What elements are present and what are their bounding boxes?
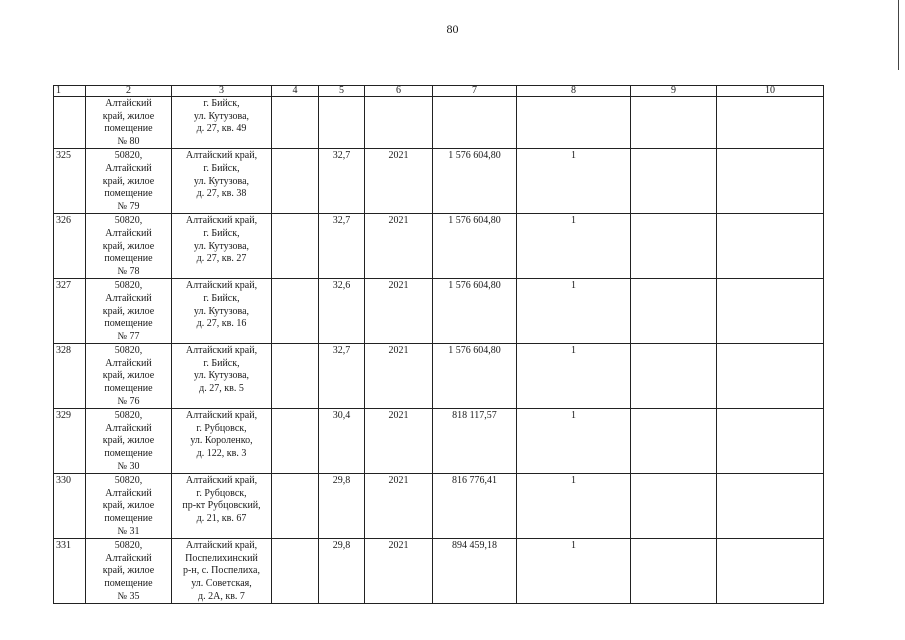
year-cell: 2021 [365, 539, 433, 604]
area-cell: 32,7 [319, 344, 365, 409]
cell-line: г. Бийск, [203, 98, 240, 109]
cell-line: ул. Кутузова, [193, 240, 250, 252]
cell-line: д. 27, кв. 49 [196, 123, 247, 135]
object-name-cell [86, 214, 172, 279]
cell-line: д. 27, кв. 5 [199, 383, 244, 395]
cost-cell: 1 576 604,80 [433, 149, 517, 214]
cell-line: ул. Кутузова, [193, 370, 250, 382]
cell-line: д. 27, кв. 27 [196, 253, 247, 265]
column-4-cell [272, 214, 319, 279]
area-cell [319, 97, 365, 149]
cell-line: Алтайский [105, 292, 152, 304]
page-edge-line [898, 0, 899, 70]
cell-line: Алтайский [105, 162, 152, 174]
quantity-cell: 1 [517, 409, 631, 474]
cell-line: край, жилое [102, 500, 155, 512]
year-cell: 2021 [365, 344, 433, 409]
column-header-4: 4 [272, 86, 319, 97]
cell-line: д. 27, кв. 38 [196, 188, 247, 200]
cell-line: № 31 [117, 525, 140, 537]
cell-line: 50820, [114, 345, 143, 357]
row-number-cell: 325 [54, 149, 86, 214]
cell-line: д. 122, кв. 3 [196, 448, 247, 460]
object-name-cell [86, 539, 172, 604]
address-cell [172, 279, 272, 344]
area-cell: 32,7 [319, 149, 365, 214]
column-10-cell [717, 149, 824, 214]
column-10-cell [717, 409, 824, 474]
quantity-cell [517, 97, 631, 149]
column-number-row [54, 86, 824, 97]
object-name-cell [86, 149, 172, 214]
table-row [54, 474, 824, 539]
year-cell: 2021 [365, 149, 433, 214]
area-cell: 30,4 [319, 409, 365, 474]
table-row [54, 539, 824, 604]
cell-line: ул. Короленко, [190, 435, 253, 447]
cell-line: ул. Кутузова, [193, 110, 250, 122]
address-cell [172, 344, 272, 409]
cell-line: ул. Кутузова, [193, 175, 250, 187]
column-9-cell [631, 539, 717, 604]
quantity-cell: 1 [517, 279, 631, 344]
column-9-cell [631, 97, 717, 149]
column-9-cell [631, 214, 717, 279]
cell-line: г. Бийск, [203, 357, 240, 369]
cell-line: г. Бийск, [203, 227, 240, 239]
address-cell [172, 409, 272, 474]
quantity-cell: 1 [517, 539, 631, 604]
cell-line: край, жилое [102, 435, 155, 447]
object-name-cell [86, 279, 172, 344]
table-row [54, 149, 824, 214]
row-number-cell: 330 [54, 474, 86, 539]
cost-cell: 816 776,41 [433, 474, 517, 539]
cell-line: помещение [104, 253, 153, 265]
year-cell [365, 97, 433, 149]
cell-line: помещение [104, 383, 153, 395]
column-9-cell [631, 474, 717, 539]
cell-line: ул. Кутузова, [193, 305, 250, 317]
page-number: 80 [446, 22, 459, 36]
object-name-cell [86, 344, 172, 409]
object-name-cell [86, 97, 172, 149]
column-4-cell [272, 344, 319, 409]
cell-line: 50820, [114, 150, 143, 162]
area-cell: 32,6 [319, 279, 365, 344]
cell-line: край, жилое [102, 305, 155, 317]
quantity-cell: 1 [517, 149, 631, 214]
column-4-cell [272, 539, 319, 604]
table-row [54, 409, 824, 474]
cell-line: край, жилое [102, 240, 155, 252]
year-cell: 2021 [365, 279, 433, 344]
column-9-cell [631, 149, 717, 214]
column-4-cell [272, 97, 319, 149]
row-number-cell: 329 [54, 409, 86, 474]
column-9-cell [631, 409, 717, 474]
cell-line: г. Рубцовск, [196, 422, 247, 434]
address-cell [172, 539, 272, 604]
cost-cell: 1 576 604,80 [433, 214, 517, 279]
column-10-cell [717, 97, 824, 149]
object-name-cell [86, 409, 172, 474]
cell-line: край, жилое [102, 370, 155, 382]
quantity-cell: 1 [517, 344, 631, 409]
cell-line: край, жилое [102, 175, 155, 187]
cell-line: помещение [104, 577, 153, 589]
column-10-cell [717, 279, 824, 344]
cell-line: д. 21, кв. 67 [196, 513, 247, 524]
object-name-cell [86, 474, 172, 539]
address-cell [172, 97, 272, 149]
area-cell: 32,7 [319, 214, 365, 279]
cell-line: помещение [104, 318, 153, 330]
cell-line: г. Рубцовск, [196, 487, 247, 499]
cost-cell: 1 576 604,80 [433, 279, 517, 344]
row-number-cell: 326 [54, 214, 86, 279]
column-header-3: 3 [172, 86, 272, 97]
address-cell [172, 474, 272, 539]
column-9-cell [631, 279, 717, 344]
cell-line: Алтайский край, [185, 540, 258, 552]
cell-line: № 78 [117, 265, 140, 277]
cell-line: Алтайский [105, 487, 152, 499]
quantity-cell: 1 [517, 214, 631, 279]
cell-line: д. 2А, кв. 7 [198, 590, 245, 602]
column-9-cell [631, 344, 717, 409]
cell-line: 50820, [114, 215, 143, 227]
row-number-cell: 328 [54, 344, 86, 409]
table-row [54, 344, 824, 409]
column-4-cell [272, 409, 319, 474]
column-10-cell [717, 344, 824, 409]
cell-line: Алтайский край, [185, 475, 258, 487]
table-body [54, 86, 824, 604]
column-header-1: 1 [54, 86, 86, 97]
cell-line: помещение [104, 188, 153, 200]
cell-line: № 80 [117, 135, 140, 147]
column-4-cell [272, 474, 319, 539]
property-register-table [53, 85, 824, 604]
cell-line: Алтайский [105, 227, 152, 239]
cell-line: ул. Советская, [191, 577, 252, 589]
cell-line: Алтайский [105, 98, 152, 109]
cell-line: Алтайский [105, 552, 152, 564]
cost-cell: 818 117,57 [433, 409, 517, 474]
cell-line: № 30 [117, 460, 140, 472]
cell-line: Алтайский край, [185, 150, 258, 162]
column-4-cell [272, 149, 319, 214]
address-cell [172, 214, 272, 279]
table-row [54, 214, 824, 279]
cost-cell: 894 459,18 [433, 539, 517, 604]
cell-line: Алтайский край, [185, 280, 258, 292]
cell-line: № 76 [117, 395, 140, 407]
year-cell: 2021 [365, 474, 433, 539]
column-header-6: 6 [365, 86, 433, 97]
column-header-8: 8 [517, 86, 631, 97]
cell-line: г. Бийск, [203, 292, 240, 304]
area-cell: 29,8 [319, 474, 365, 539]
year-cell: 2021 [365, 214, 433, 279]
area-cell: 29,8 [319, 539, 365, 604]
cell-line: 50820, [114, 280, 143, 292]
cost-cell [433, 97, 517, 149]
year-cell: 2021 [365, 409, 433, 474]
column-header-7: 7 [433, 86, 517, 97]
row-number-cell: 331 [54, 539, 86, 604]
column-header-2: 2 [86, 86, 172, 97]
quantity-cell: 1 [517, 474, 631, 539]
column-header-10: 10 [717, 86, 824, 97]
cell-line: 50820, [114, 540, 143, 552]
cell-line: Алтайский край, [185, 215, 258, 227]
cell-line: г. Бийск, [203, 162, 240, 174]
cell-line: № 35 [117, 590, 140, 602]
column-4-cell [272, 279, 319, 344]
cell-line: 50820, [114, 410, 143, 422]
cell-line: д. 27, кв. 16 [196, 318, 247, 330]
cell-line: Поспелихинский [185, 552, 258, 564]
cell-line: Алтайский [105, 357, 152, 369]
column-10-cell [717, 214, 824, 279]
cell-line: 50820, [114, 475, 143, 487]
table-row [54, 279, 824, 344]
cell-line: пр-кт Рубцовский, [182, 500, 261, 512]
address-cell [172, 149, 272, 214]
cell-line: помещение [104, 123, 153, 135]
cell-line: № 79 [117, 200, 140, 212]
cell-line: № 77 [117, 330, 140, 342]
cost-cell: 1 576 604,80 [433, 344, 517, 409]
cell-line: Алтайский край, [185, 345, 258, 357]
cell-line: помещение [104, 513, 153, 524]
cell-line: помещение [104, 448, 153, 460]
table-row [54, 97, 824, 149]
column-10-cell [717, 539, 824, 604]
cell-line: Алтайский [105, 422, 152, 434]
cell-line: Алтайский край, [185, 410, 258, 422]
cell-line: край, жилое [102, 565, 155, 577]
row-number-cell: 327 [54, 279, 86, 344]
column-10-cell [717, 474, 824, 539]
column-header-9: 9 [631, 86, 717, 97]
column-header-5: 5 [319, 86, 365, 97]
row-number-cell [54, 97, 86, 149]
cell-line: р-н, с. Поспелиха, [183, 565, 260, 577]
cell-line: край, жилое [102, 110, 155, 122]
